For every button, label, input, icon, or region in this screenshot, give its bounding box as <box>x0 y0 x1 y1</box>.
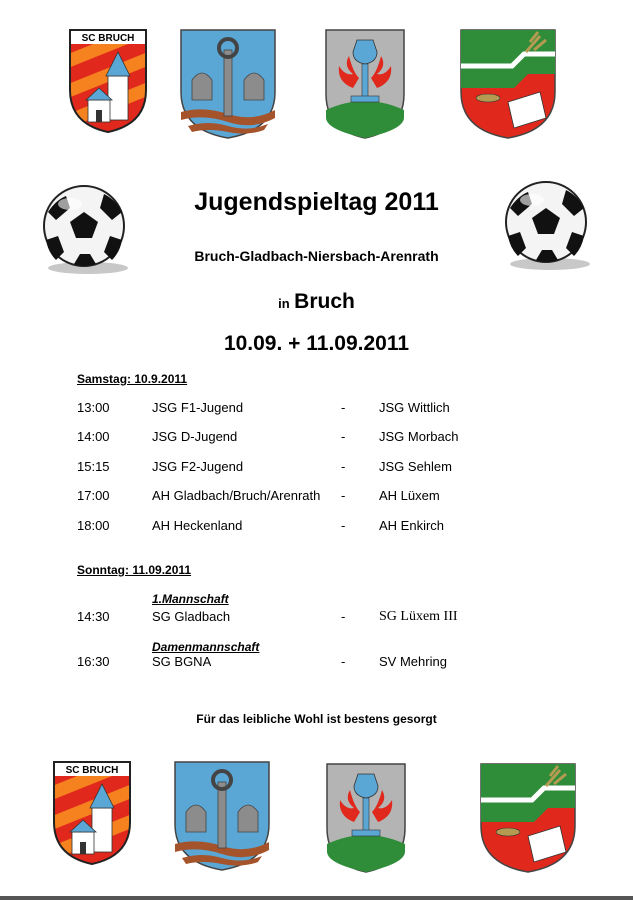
versus-dash: - <box>341 488 346 503</box>
table-row <box>0 400 633 418</box>
event-dates: 10.09. + 11.09.2011 <box>223 332 410 355</box>
saturday-heading: Samstag: 10.9.2011 <box>77 372 188 386</box>
sc-bruch-crest-label: SC BRUCH <box>81 33 135 44</box>
match-time: 14:00 <box>77 429 110 444</box>
away-team: SV Mehring <box>379 654 447 669</box>
home-team: AH Gladbach/Bruch/Arenrath <box>152 488 321 503</box>
niersbach-crest <box>323 28 407 140</box>
home-team: SG BGNA <box>152 654 212 669</box>
match-time: 16:30 <box>77 654 110 669</box>
team-category-label: Damenmannschaft <box>152 640 260 654</box>
gladbach-crest <box>172 760 272 872</box>
away-team: AH Enkirch <box>379 518 445 533</box>
table-row <box>0 609 633 627</box>
table-row <box>0 518 633 536</box>
table-row <box>0 459 633 477</box>
venue-prefix: in <box>278 296 290 311</box>
sc-bruch-crest-label: SC BRUCH <box>65 765 119 776</box>
home-team: AH Heckenland <box>152 518 243 533</box>
sunday-heading: Sonntag: 11.09.2011 <box>77 563 192 577</box>
home-team: JSG F1-Jugend <box>152 400 244 415</box>
match-time: 15:15 <box>77 459 110 474</box>
table-row <box>0 488 633 506</box>
gladbach-crest <box>178 28 278 140</box>
table-row <box>0 429 633 447</box>
page-subtitle: Bruch-Gladbach-Niersbach-Arenrath <box>194 248 439 264</box>
sc-bruch-crest <box>68 28 148 134</box>
page-title: Jugendspieltag 2011 <box>194 188 439 216</box>
home-team: JSG D-Jugend <box>152 429 238 444</box>
match-time: 18:00 <box>77 518 110 533</box>
versus-dash: - <box>341 654 346 669</box>
table-row <box>0 654 633 672</box>
sc-bruch-crest <box>52 760 132 866</box>
away-team: AH Lüxem <box>379 488 440 503</box>
match-time: 13:00 <box>77 400 110 415</box>
versus-dash: - <box>341 459 346 474</box>
arenrath-crest <box>478 762 578 874</box>
venue-line <box>0 290 633 314</box>
versus-dash: - <box>341 400 346 415</box>
niersbach-crest <box>324 762 408 874</box>
away-team: JSG Sehlem <box>379 459 452 474</box>
arenrath-crest <box>458 28 558 140</box>
team-category-label: 1.Mannschaft <box>152 592 229 606</box>
bottom-border <box>0 896 633 900</box>
match-time: 17:00 <box>77 488 110 503</box>
venue-name: Bruch <box>294 290 355 313</box>
home-team: SG Gladbach <box>152 609 231 624</box>
match-time: 14:30 <box>77 609 110 624</box>
versus-dash: - <box>341 609 346 624</box>
footer-note: Für das leibliche Wohl ist bestens gesorgt <box>196 712 437 726</box>
away-team: JSG Wittlich <box>379 400 450 415</box>
versus-dash: - <box>341 429 346 444</box>
away-team: JSG Morbach <box>379 429 459 444</box>
versus-dash: - <box>341 518 346 533</box>
away-team: SG Lüxem III <box>379 609 458 624</box>
home-team: JSG F2-Jugend <box>152 459 244 474</box>
